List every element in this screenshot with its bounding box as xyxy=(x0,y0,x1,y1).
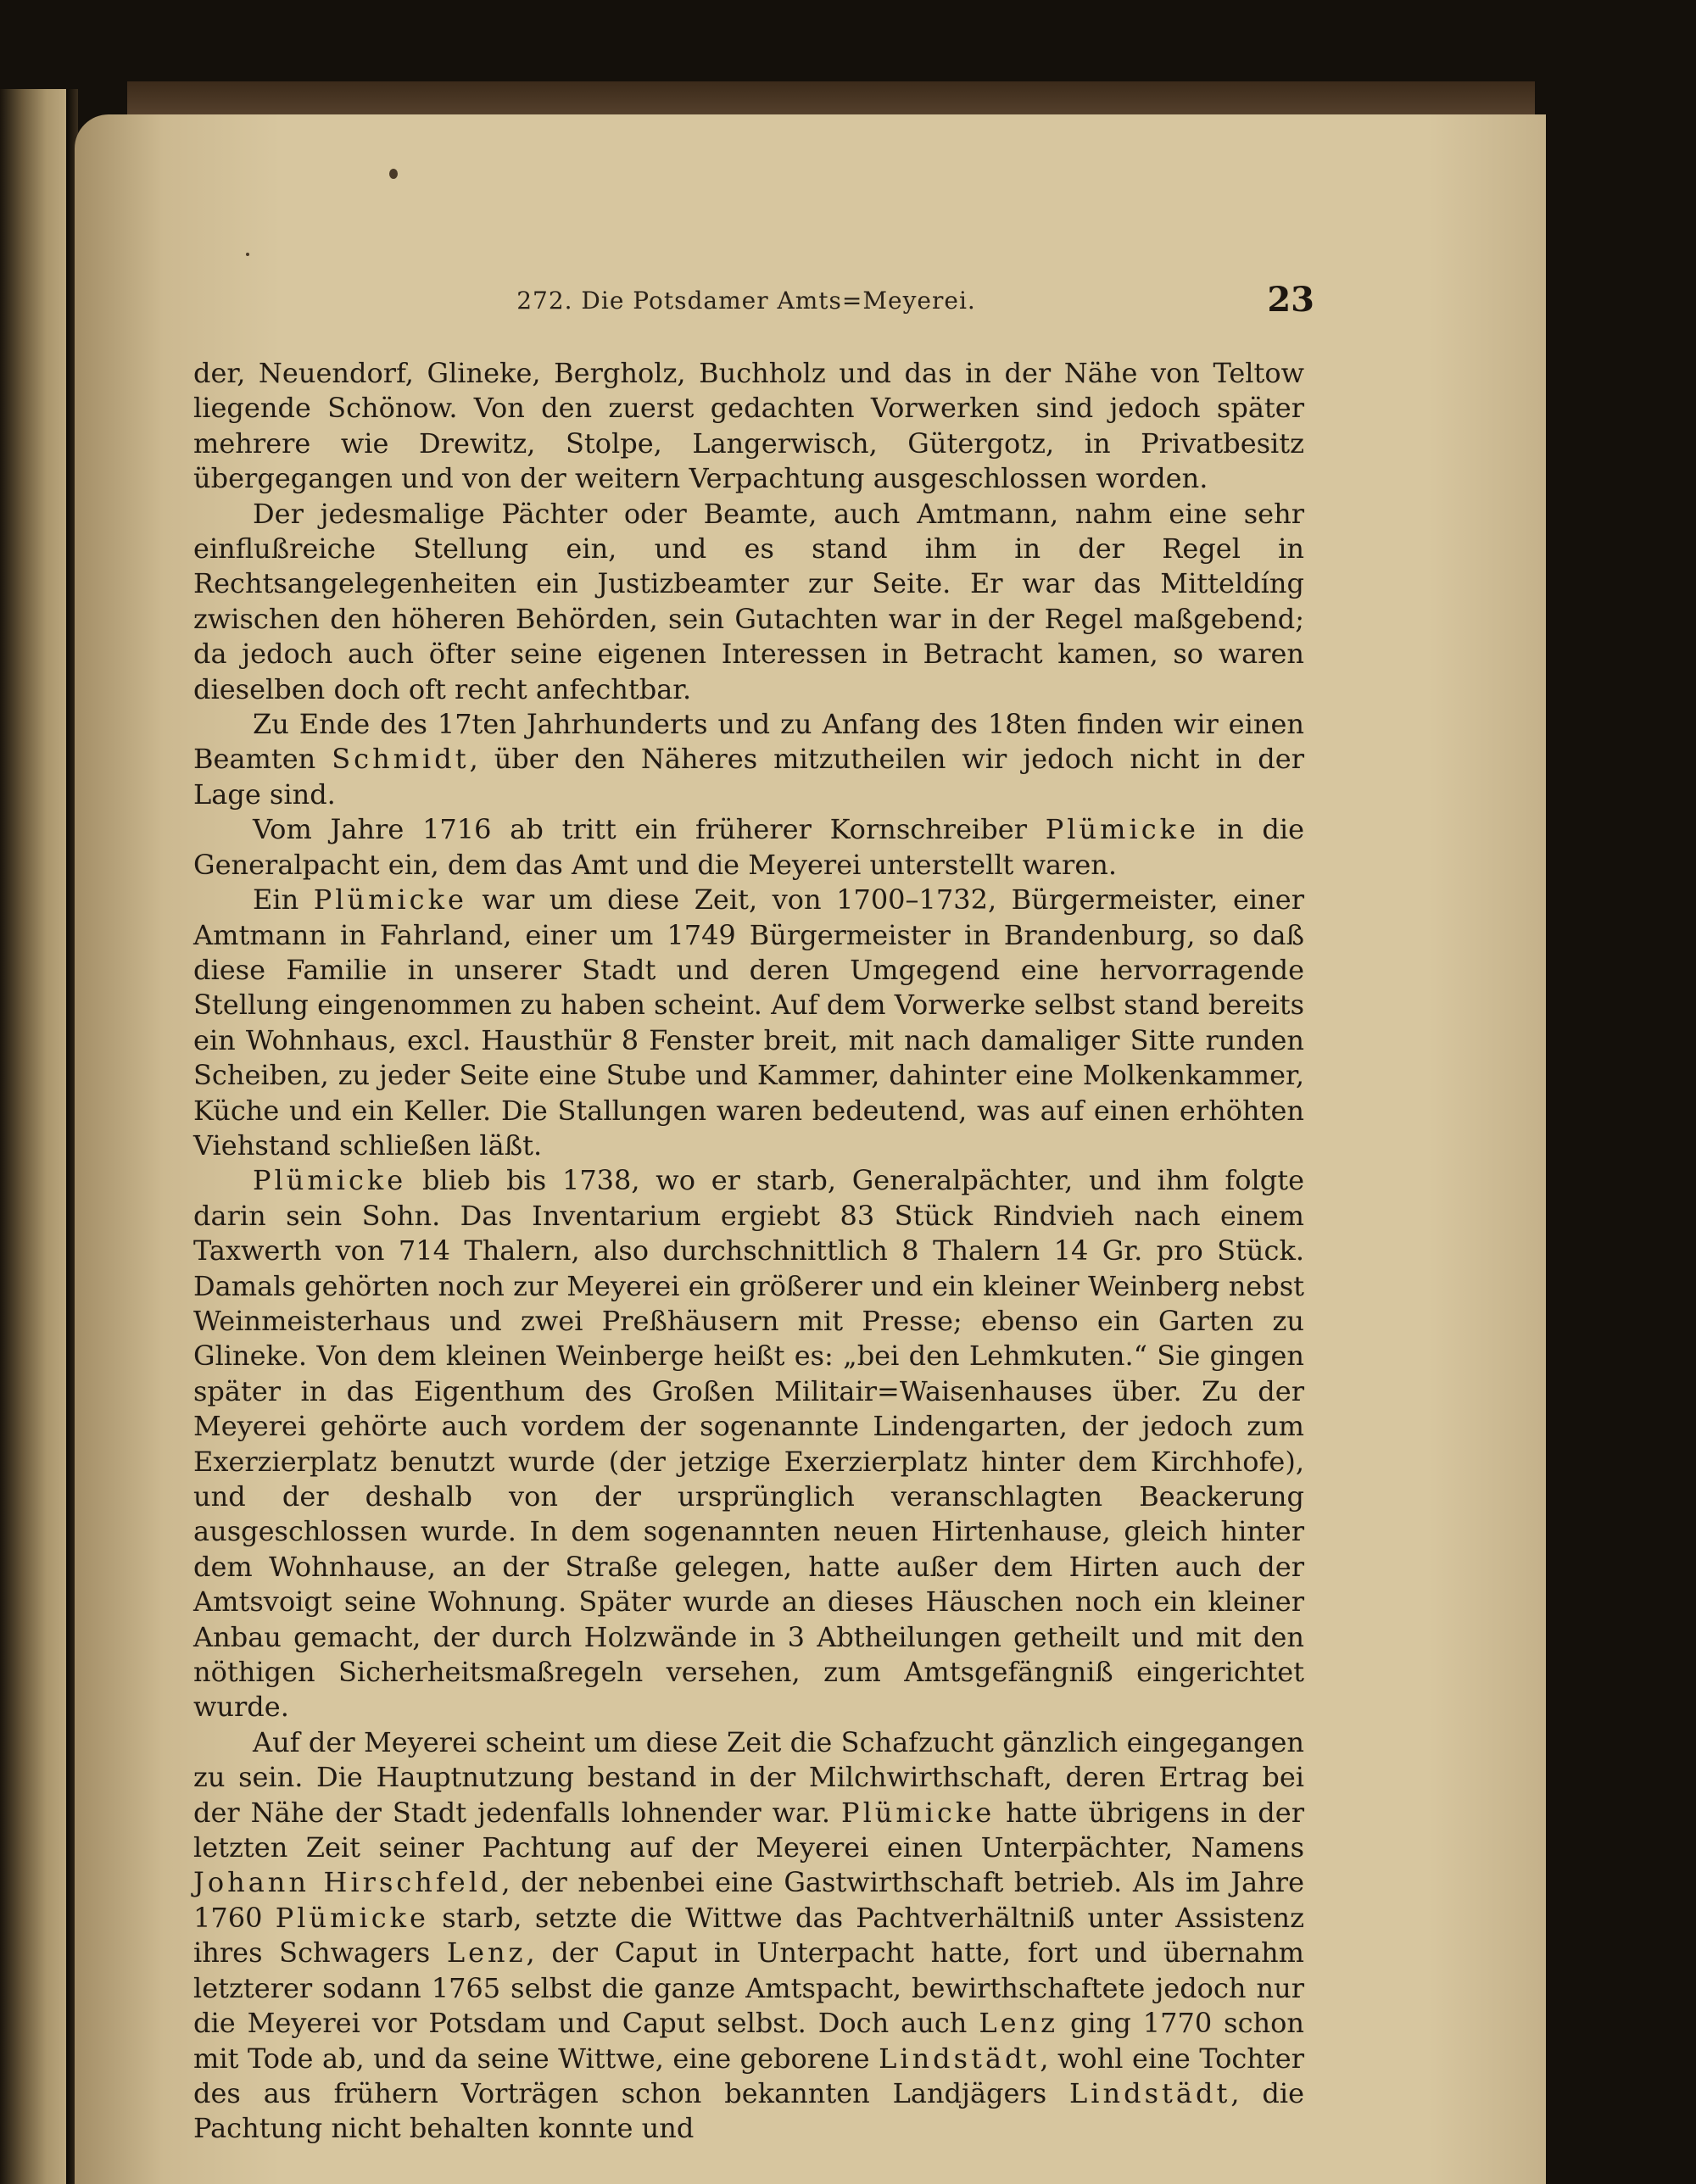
running-head: 272. Die Potsdamer Amts=Meyerei. xyxy=(516,287,976,315)
ink-speck xyxy=(389,169,398,179)
name-pluemicke: Plümicke xyxy=(1045,813,1199,846)
facing-page-edge xyxy=(0,89,66,2184)
name-pluemicke: Plümicke xyxy=(253,1164,407,1197)
name-hirschfeld: Johann Hirschfeld xyxy=(193,1866,502,1899)
paragraph-5: Ein Plümicke war um diese Zeit, von 1700–1732, Bürgermeister, einer Amtmann in Fahrland, einer um 1749 Bürgermeister in Brandenburg, so daß diese Familie in unserer Stadt und deren Umgegend eine hervorragende Stellung eingenommen zu haben scheint. Auf dem Vorwerke selbst stand bereits ein Wohnhaus, excl. Hausthür 8 Fenster breit, mit nach damaliger Sitte runden Scheiben, zu jeder Seite eine Stube und Kammer, dahinter eine Molkenkammer, Küche und ein Keller. Die Stallungen waren bedeutend, was auf einen erhöhten Viehstand schließen läßt. xyxy=(193,883,1305,1162)
name-pluemicke: Plümicke xyxy=(841,1796,996,1829)
name-schmidt: Schmidt xyxy=(332,743,470,776)
name-pluemicke: Plümicke xyxy=(313,883,467,916)
paragraph-2: Der jedesmalige Pächter oder Beamte, auch Amtmann, nahm eine sehr einflußreiche Stellung ein, und es stand ihm in der Regel in Rechtsangelegenheiten ein Justizbeamter zur Seite. Er war das Mitteldíng zwischen den höheren Behörden, sein Gutachten war in der Regel maßgebend; da jedoch auch öfter seine eigenen Interessen in Betracht kamen, so waren dieselben doch oft recht anfechtbar. xyxy=(193,497,1304,705)
name-lenz: Lenz xyxy=(446,1936,527,1970)
paragraph-3: Zu Ende des 17ten Jahrhunderts und zu Anfang des 18ten finden wir einen Beamten Schmidt, über den Näheres mitzutheilen wir jedoch nicht in der Lage sind. xyxy=(193,708,1305,811)
paragraph-6: Plümicke blieb bis 1738, wo er starb, Generalpächter, und ihm folgte darin sein Sohn. Das Inventarium ergiebt 83 Stück Rindvieh nach einem Taxwerth von 714 Thalern, also durchschnittlich 8 Thalern 14 Gr. pro Stück. Damals gehörten noch zur Meyerei ein größerer und ein kleiner Weinberg nebst Weinmeisterhaus und zwei Preßhäusern mit Presse; ebenso ein Garten zu Glineke. Von dem kleinen Weinberge heißt es: „bei den Lehmkuten.“ Sie gingen später in das Eigenthum des Großen Militair=Waisenhauses über. Zu der Meyerei gehörte auch vordem der sogenannte Lindengarten, der jedoch zum Exerzierplatz benutzt wurde (der jetzige Exerzierplatz hinter dem Kirchhofe), und der deshalb von der ursprünglich veranschlagten Beackerung ausgeschlossen wurde. In dem sogenannten neuen Hirtenhause, gleich hinter dem Wohnhause, an der Straße gelegen, hatte außer dem Hirten auch der Amtsvoigt seine Wohnung. Später wurde an dieses Häuschen noch ein kleiner Anbau gemacht, der durch Holzwände in 3 Abtheilungen getheilt und mit den nöthigen Sicherheitsmaßregeln versehen, zum Amtsgefängniß eingerichtet wurde. xyxy=(193,1164,1304,1724)
paragraph-7: Auf der Meyerei scheint um diese Zeit die Schafzucht gänzlich eingegangen zu sein. Die Hauptnutzung bestand in der Milchwirthschaft, deren Ertrag bei der Nähe der Stadt jedenfalls lohnender war. Plümicke hatte übrigens in der letzten Zeit seiner Pachtung auf der Meyerei einen Unterpächter, Namens Johann Hirschfeld, der nebenbei eine Gastwirthschaft betrieb. Als im Jahre 1760 Plümicke starb, setzte die Wittwe das Pachtverhältniß unter Assistenz ihres Schwagers Lenz, der Caput in Unterpacht hatte, fort und übernahm letzterer sodann 1765 selbst die ganze Amtspacht, bewirthschaftete jedoch nur die Meyerei vor Potsdam und Caput selbst. Doch auch Lenz ging 1770 schon mit Tode ab, und da seine Wittwe, eine geborene Lindstädt, wohl eine Tochter des aus frühern Vorträgen schon bekannten Landjägers Lindstädt, die Pachtung nicht behalten konnte und xyxy=(193,1725,1305,2145)
name-lindstaedt: Lindstädt xyxy=(879,2042,1040,2075)
name-pluemicke: Plümicke xyxy=(275,1901,429,1934)
body-text xyxy=(193,356,1304,2147)
name-lenz: Lenz xyxy=(979,2007,1059,2040)
paragraph-4: Vom Jahre 1716 ab tritt ein früherer Kornschreiber Plümicke in die Generalpacht ein, dem das Amt und die Meyerei unterstellt waren. xyxy=(193,813,1305,881)
paragraph-1: der, Neuendorf, Glineke, Bergholz, Buchholz und das in der Nähe von Teltow liegende Schönow. Von den zuerst gedachten Vorwerken sind jedoch später mehrere wie Drewitz, Stolpe, Langerwisch, Gütergotz, in Privatbesitz übergegangen und von der weitern Verpachtung ausgeschlossen worden. xyxy=(193,357,1304,495)
name-lindstaedt: Lindstädt xyxy=(1069,2076,1231,2109)
ink-speck xyxy=(246,253,249,256)
page-number: 23 xyxy=(1267,280,1314,320)
